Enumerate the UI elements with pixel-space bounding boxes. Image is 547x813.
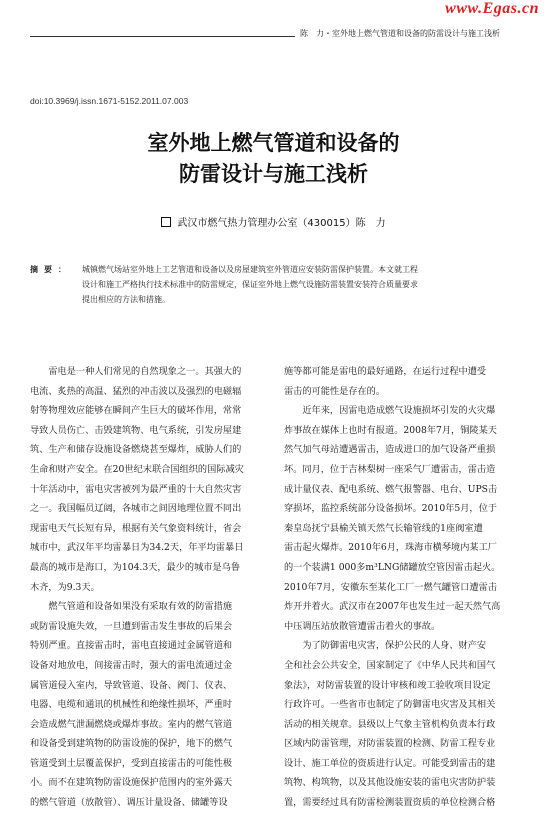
text-line: 设计、施工单位的资质进行认定。可能受到雷击的建 bbox=[284, 757, 496, 769]
text-line: 木齐，为9.3天。 bbox=[30, 581, 100, 593]
text-line: 筑物、构筑物，以及其他设施安装的雷电灾害防护装 bbox=[284, 777, 496, 789]
author-text: 武汉市燃气热力管理办公室（430015）陈 力 bbox=[177, 218, 386, 229]
abstract bbox=[30, 262, 520, 307]
text-line: 区域内防雷管理，对防雷装置的检测、防雷工程专业 bbox=[284, 738, 496, 750]
running-header: 陈 力・室外地上燃气管道和设备的防雷设计与施工浅析 bbox=[300, 29, 500, 38]
abstract-label: 摘要： bbox=[30, 265, 72, 274]
text-line: 特别严重。直接雷击时，雷电直接通过金属管道和 bbox=[30, 640, 233, 652]
text-line: 为了防御雷电灾害，保护公民的人身、财产安 bbox=[284, 640, 487, 652]
text-line: 2010年7月，安徽东至某化工厂一燃气罐管口遭雷击 bbox=[284, 581, 497, 593]
text-line: 活动的相关规章。县级以上气象主管机构负责本行政 bbox=[284, 718, 496, 730]
square-bullet-icon bbox=[161, 217, 171, 227]
author-affiliation bbox=[0, 214, 547, 229]
text-line: 之一。我国幅员辽阔，各城市之间因地理位置不同出 bbox=[30, 503, 242, 515]
article-title bbox=[0, 128, 547, 190]
text-line: 施等都可能是雷电的最好通路，在运行过程中遭受 bbox=[284, 366, 487, 377]
text-line: 城市中，武汉年平均雷暴日为34.2天，年平均雷暴日 bbox=[30, 542, 244, 554]
text-line: 设备对地放电，间接雷击时，强大的雷电流通过金 bbox=[30, 659, 233, 671]
text-line: 秦皇岛抚宁县榆关镇天然气长输管线的1座阀室遭 bbox=[284, 522, 483, 534]
abstract-line: 设计和施工严格执行技术标准中的防雷规定，保证室外地上燃气设施防雷装置安装符合质量要求 bbox=[82, 280, 418, 289]
abstract-line: 城镇燃气场站室外地上工艺管道和设备以及房屋建筑室外管道应安装防雷保护装置。本文就工程 bbox=[82, 265, 418, 274]
text-line: 成计量仪表、配电系统、燃气报警器、电台、UPS击 bbox=[284, 483, 498, 495]
text-line: 射等物理效应能够在瞬间产生巨大的破坏作用，常常 bbox=[30, 405, 242, 417]
text-line: 雷电是一种人们常见的自然现象之一。其强大的 bbox=[30, 366, 242, 377]
text-line: 中压调压站放散管遭雷击着火的事故。 bbox=[284, 620, 441, 632]
title-line-2: 防雷设计与施工浅析 bbox=[179, 162, 368, 186]
text-line: 和设备受到建筑物的防雷设施的保护，地下的燃气 bbox=[30, 738, 233, 750]
text-line: 置，需要经过具有防雷检测装置资质的单位检测合格 bbox=[284, 797, 496, 809]
text-line: 穿损坏，监控系统部分设备损坏。2010年5月，位于 bbox=[284, 503, 497, 515]
text-line: 炸事故在媒体上也时有报道。2008年7月，铜陵某天 bbox=[284, 424, 497, 436]
text-line: 最高的城市是海口，为104.3天，最少的城市是乌鲁 bbox=[30, 561, 241, 573]
text-line: 燃气管道和设备如果没有采取有效的防雷措施 bbox=[30, 601, 233, 613]
text-line: 或防雷设施失效，一旦遭到雷击发生事故的后果会 bbox=[30, 620, 233, 632]
text-line: 电器、电缆和通讯的机械性和绝缘性损坏，严重时 bbox=[30, 699, 233, 711]
abstract-body bbox=[82, 262, 520, 307]
header-rule bbox=[30, 36, 295, 37]
text-line: 坏。同月，位于吉林梨树一座采气厂遭雷击，雷击造 bbox=[284, 463, 496, 475]
text-line: 象法》，对防雷装置的设计审核和竣工验收项目设定 bbox=[284, 679, 491, 691]
text-line: 十年活动中，雷电灾害被列为最严重的十大自然灾害 bbox=[30, 483, 242, 495]
text-line: 电流、炙热的高温、猛烈的冲击波以及强烈的电磁辐 bbox=[30, 385, 242, 397]
text-line: 行政许可。一些省市也制定了防御雷电灾害及其相关 bbox=[284, 699, 496, 711]
text-line: 会造成燃气泄漏燃烧或爆炸事故。室内的燃气管道 bbox=[30, 718, 233, 730]
text-line: 筑、生产和储存设施设备燃烧甚至爆炸，威胁人们的 bbox=[30, 444, 242, 456]
text-line: 然气加气母站遭遇雷击，造成进口的加气设备严重损 bbox=[284, 444, 496, 456]
text-line: 雷击起火爆炸。2010年6月，珠海市横琴境内某工厂 bbox=[284, 542, 497, 554]
text-line: 小。而不在建筑物防雷设施保护范围内的室外露天 bbox=[30, 777, 233, 789]
text-line: 导致人员伤亡、击毁建筑物、电气系统，引发房屋建 bbox=[30, 424, 242, 436]
title-line-1: 室外地上燃气管道和设备的 bbox=[147, 131, 400, 155]
text-line: 雷击的可能性是存在的。 bbox=[284, 385, 386, 397]
site-watermark: www.Egas.cn bbox=[445, 0, 539, 17]
text-line: 属管道侵入室内，导致管道、设备、阀门、仪表、 bbox=[30, 679, 233, 691]
left-column bbox=[30, 362, 266, 813]
text-line: 现雷电天气长短有异，根据有关气象资料统计，省会 bbox=[30, 522, 242, 534]
text-line: 近年来，因雷电造成燃气设施损坏引发的火灾爆 bbox=[284, 405, 496, 417]
text-line: 全和社会公共安全，国家制定了《中华人民共和国气 bbox=[284, 659, 496, 671]
right-column bbox=[284, 362, 520, 813]
text-line: 的燃气管道（放散管）、调压计量设备、储罐等设 bbox=[30, 797, 228, 809]
text-line: 炸开并着火。武汉市在2007年也发生过一起天然气高 bbox=[284, 601, 501, 613]
text-line: 管道受到土层覆盖保护，受到直接雷击的可能性极 bbox=[30, 757, 233, 769]
abstract-line: 提出相应的方法和措施。 bbox=[82, 295, 170, 304]
text-line: 的一个装满1 000多m³LNG储罐放空管因雷击起火。 bbox=[284, 561, 501, 573]
text-line: 生命和财产安全。在20世纪末联合国组织的国际减灾 bbox=[30, 463, 244, 475]
doi: doi:10.3969/j.issn.1671-5152.2011.07.003 bbox=[30, 96, 189, 106]
